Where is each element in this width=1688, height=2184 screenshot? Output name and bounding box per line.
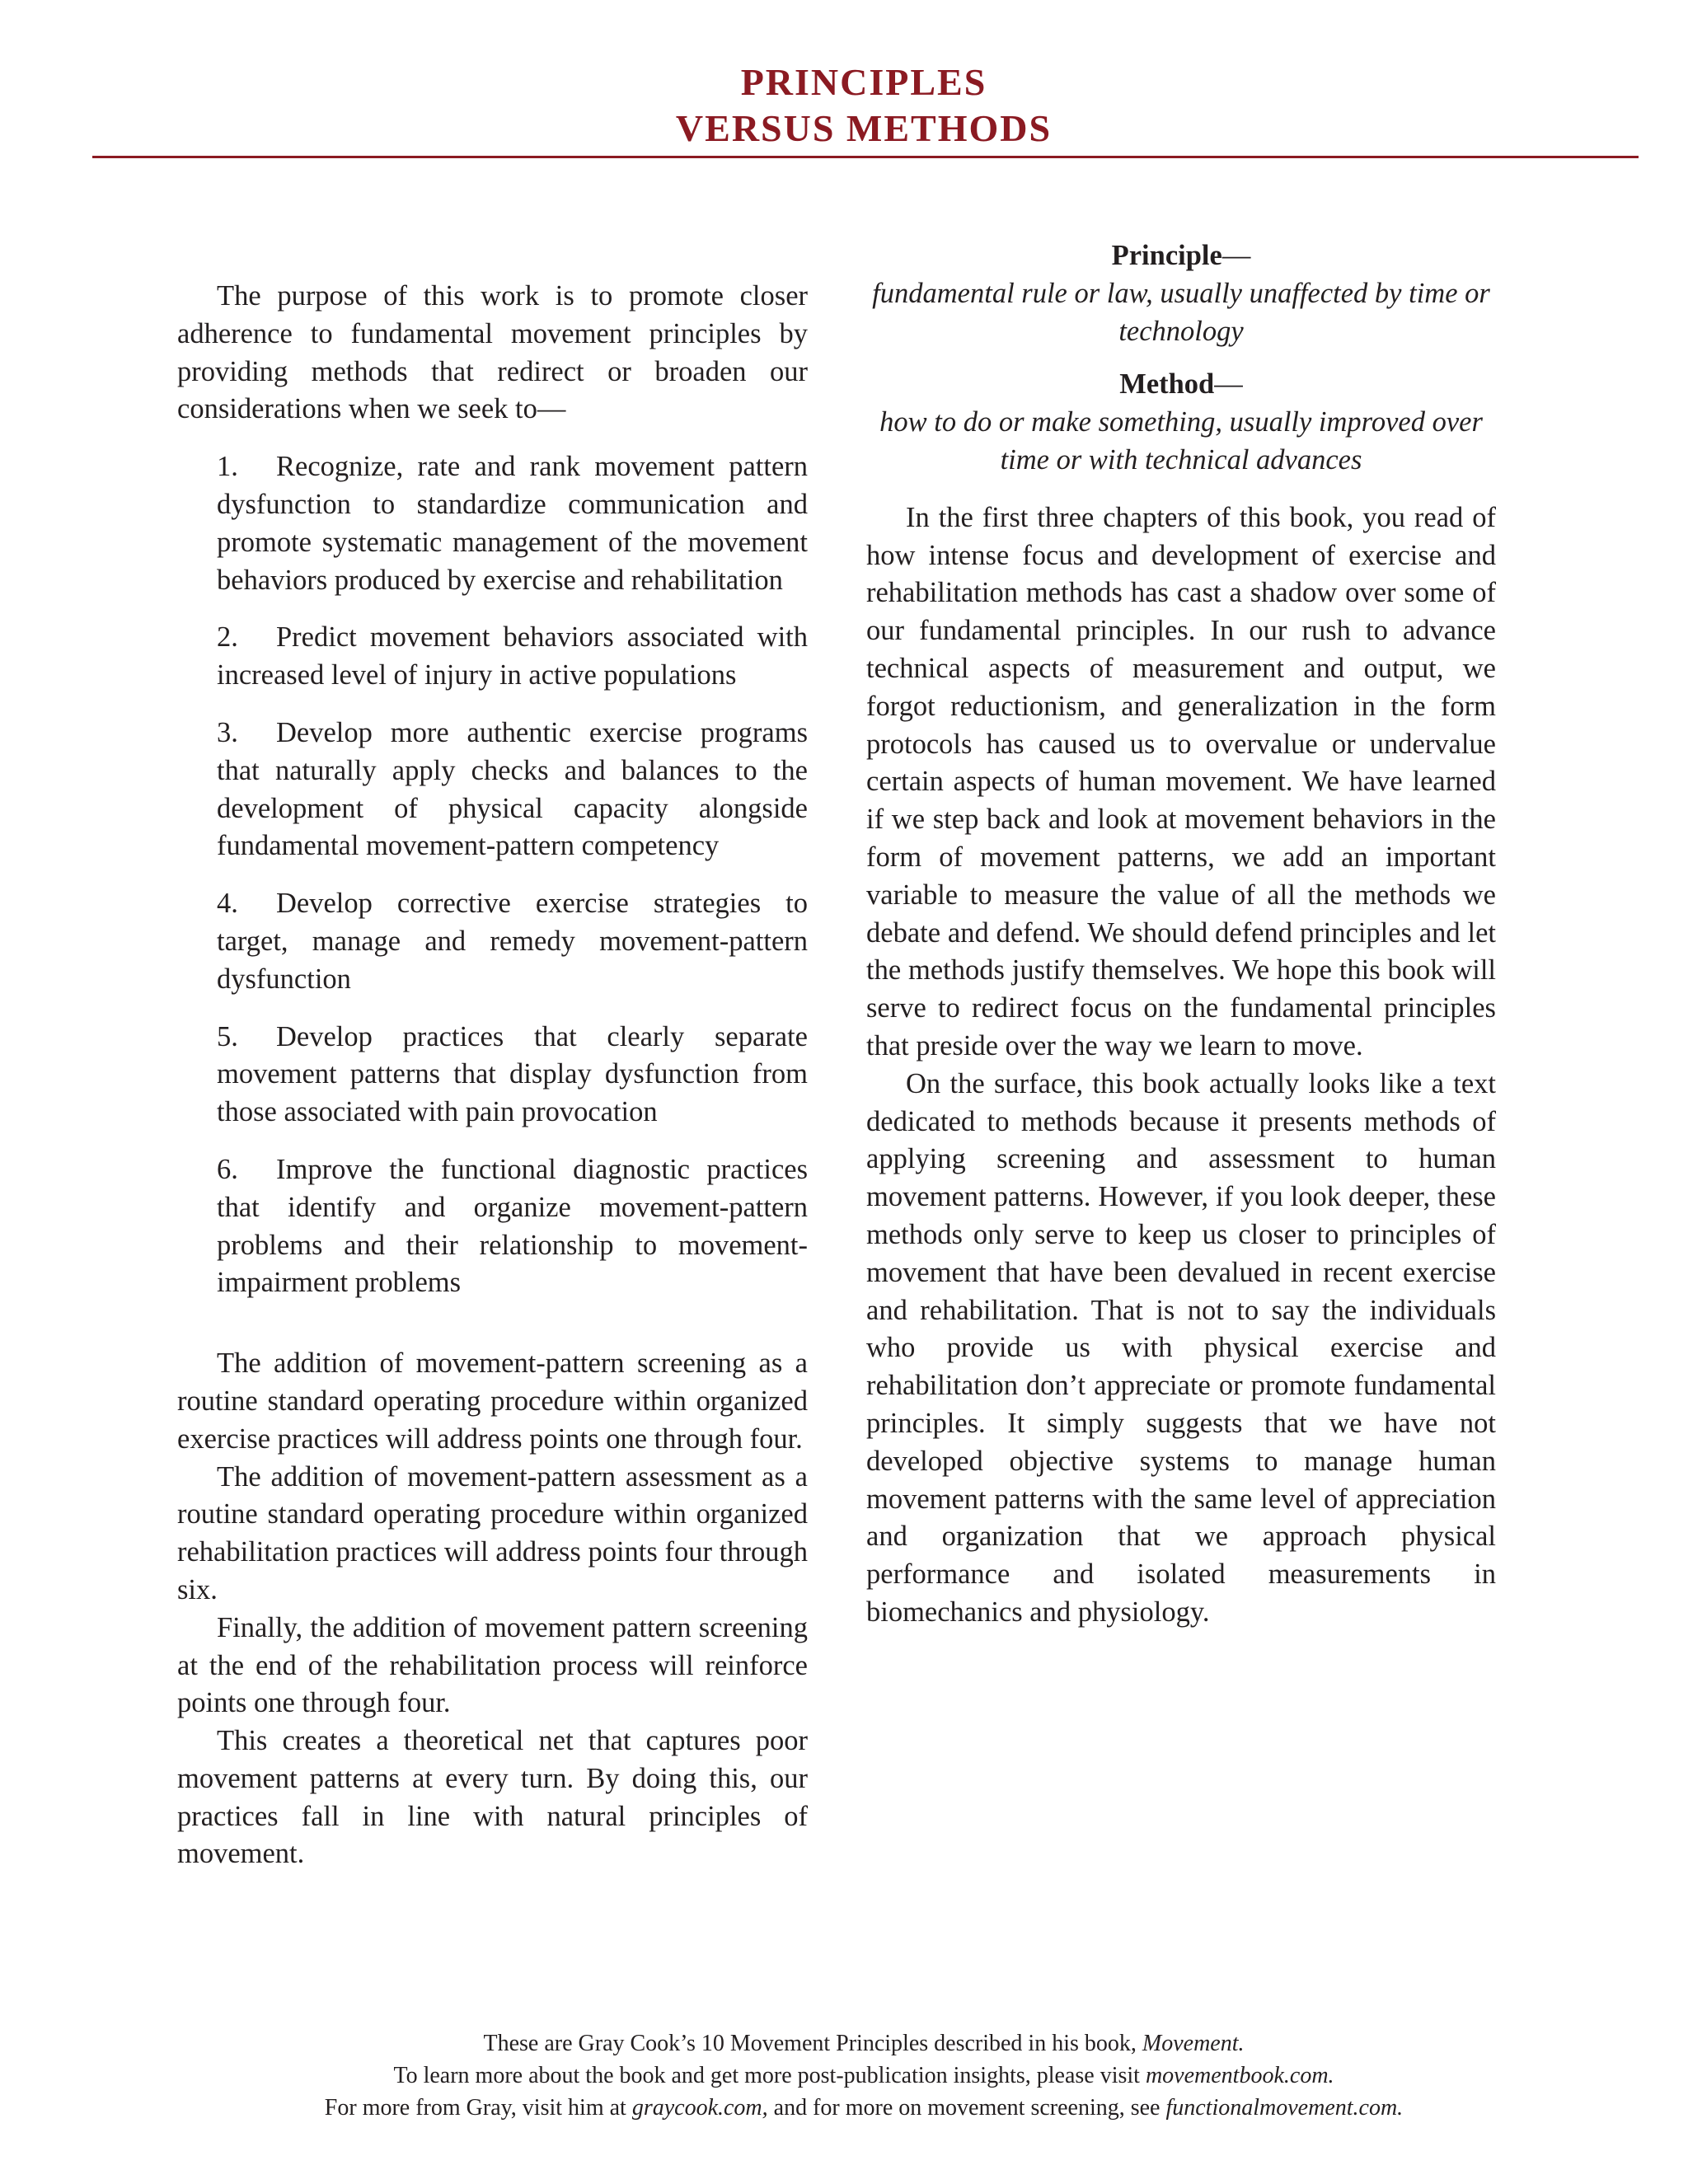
body-paragraph: The addition of movement-pattern screening as a routine standard operating procedure within organized exercise practices will address points one through four.: [177, 1347, 808, 1455]
footer-line-3: [0, 2092, 1688, 2124]
footer-line-2-text: To learn more about the book and get more post-publication insights, please visit: [393, 2063, 1146, 2088]
page-header: [0, 59, 1688, 152]
list-item-number: 4.: [217, 888, 238, 920]
list-item: [217, 885, 808, 998]
right-column: [866, 237, 1496, 1632]
intro-paragraph: The purpose of this work is to promote closer adherence to fundamental movement principles by providing methods that redirect or broaden our considerations when we seek to—: [177, 280, 808, 425]
footer-line-3-text-a: For more from Gray, visit him at: [324, 2095, 632, 2121]
list-item: [217, 715, 808, 865]
list-item: [217, 619, 808, 695]
list-item-number: 3.: [217, 716, 238, 748]
footer-line-2: [0, 2060, 1688, 2092]
method-definition: [866, 366, 1496, 479]
principle-dash: —: [1221, 240, 1251, 271]
page-title-line-1: PRINCIPLES: [740, 61, 987, 103]
graycook-link[interactable]: graycook.com,: [631, 2095, 768, 2121]
list-item-number: 6.: [217, 1153, 238, 1185]
footer-line-1-text: These are Gray Cook’s 10 Movement Principles described in his book,: [483, 2031, 1142, 2056]
method-term: Method: [1119, 368, 1215, 401]
list-item: [217, 1019, 808, 1132]
list-item-text: Recognize, rate and rank movement pattern dysfunction to standardize communication and promote systematic management of the movement behaviors produced by exercise and rehabilitation: [217, 451, 808, 596]
right-column-body: [866, 499, 1496, 1632]
list-item: [217, 448, 808, 599]
body-paragraph: This creates a theoretical net that captures poor movement patterns at every turn. By doing this, our practices fall in line with natural principles of movement.: [177, 1725, 808, 1870]
header-rule: [92, 156, 1639, 158]
list-item-number: 2.: [217, 621, 238, 654]
list-item-number: 1.: [217, 451, 238, 483]
principle-definition: [866, 237, 1496, 350]
left-column: [177, 278, 808, 1873]
list-item-text: Predict movement behaviors associated with increased level of injury in active populations: [217, 621, 808, 691]
list-item-text: Develop practices that clearly separate movement patterns that display dysfunction from those associated with pain provocation: [217, 1020, 808, 1128]
book-title: Movement.: [1142, 2031, 1245, 2056]
list-item-text: Develop corrective exercise strategies to target, manage and remedy movement-pattern dysfunction: [217, 888, 808, 995]
principle-term: Principle: [1111, 240, 1222, 271]
list-item-number: 5.: [217, 1020, 238, 1052]
list-item-text: Develop more authentic exercise programs that naturally apply checks and balances to the development of physical capacity alongside fundamental movement-pattern competency: [217, 716, 808, 862]
method-definition-text: how to do or make something, usually improved over time or with technical advances: [879, 406, 1483, 476]
list-item: [217, 1151, 808, 1302]
footer-line-3-text-b: and for more on movement screening, see: [767, 2095, 1166, 2121]
page-title-line-2: VERSUS METHODS: [675, 107, 1053, 149]
principle-definition-text: fundamental rule or law, usually unaffected by time or technology: [872, 277, 1490, 347]
list-item-text: Improve the functional diagnostic practices that identify and organize movement-pattern problems and their relationship to movement-impairment problems: [217, 1153, 808, 1299]
method-dash: —: [1214, 368, 1243, 401]
footer-line-1: [0, 2027, 1688, 2060]
goals-list: [177, 448, 808, 1302]
body-paragraph: The addition of movement-pattern assessment as a routine standard operating procedure within organized rehabilitation practices will address points four through six.: [177, 1460, 808, 1605]
movementbook-link[interactable]: movementbook.com.: [1145, 2063, 1334, 2088]
page-footer: [0, 2027, 1688, 2124]
body-paragraph: In the first three chapters of this book, you read of how intense focus and development of exercise and rehabilitation methods has cast a shadow over some of our fundamental principles. In our rush to advance technical aspects of measurement and output, we forgot reductionism, and generalization in the form protocols has caused us to overvalue or undervalue certain aspects of human movement. We have learned if we step back and look at movement behaviors in the form of movement patterns, we add an important variable to measure the value of all the methods we debate and defend. We should defend principles and let the methods justify themselves. We hope this book will serve to redirect focus on the fundamental principles that preside over the way we learn to move.: [866, 501, 1496, 1062]
body-paragraph: On the surface, this book actually looks like a text dedicated to methods because it presents methods of applying screening and assessment to human movement patterns. However, if you look deeper, these methods only serve to keep us closer to principles of movement that have been devalued in recent exercise and rehabilitation. That is not to say the individuals who provide us with physical exercise and rehabilitation don’t appreciate or promote fundamental principles. It simply suggests that we have not developed objective systems to manage human movement patterns with the same level of appreciation and organization that we approach physical performance and isolated measurements in biomechanics and physiology.: [866, 1067, 1496, 1628]
body-paragraph: Finally, the addition of movement pattern screening at the end of the rehabilitation process will reinforce points one through four.: [177, 1611, 808, 1719]
functionalmovement-link[interactable]: functionalmovement.com.: [1165, 2095, 1404, 2121]
